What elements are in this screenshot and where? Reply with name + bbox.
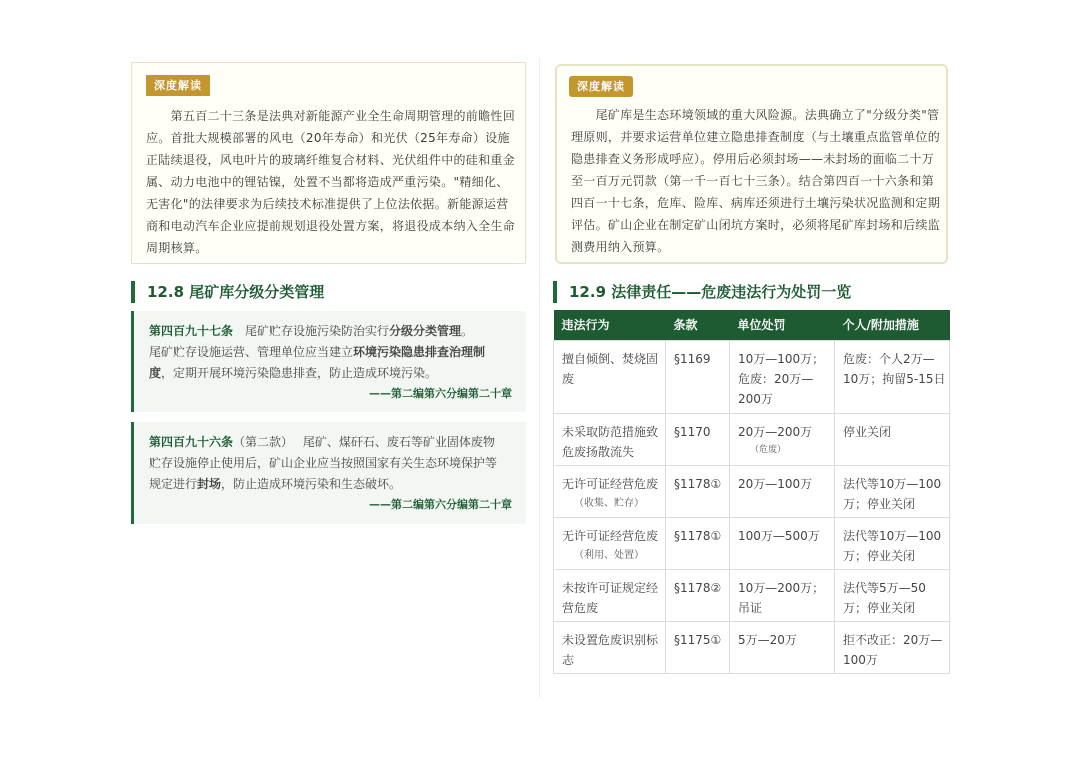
- note-line: 商和电动汽车企业应提前规划退役处置方案，将退役成本纳入全生命: [146, 219, 516, 233]
- clause-line: 贮存设施停止使用后，矿山企业应当按照国家有关生态环境保护等: [149, 456, 498, 470]
- cell-text: 危废：个人2万—: [843, 351, 935, 366]
- column-header: 个人/附加措施: [835, 310, 950, 340]
- cell-text: 20万—200万: [738, 424, 813, 439]
- cell-text: 200万: [738, 391, 773, 406]
- note-line: 第五百二十三条是法典对新能源产业全生命周期管理的前瞻性回: [146, 109, 516, 123]
- cell-text: 10万—100万；: [738, 351, 825, 366]
- deep-analysis-tag: 深度解读: [569, 76, 633, 97]
- person-penalty-cell: [835, 465, 950, 517]
- table-row: [554, 413, 950, 465]
- cell-text: 危废：20万—: [738, 371, 814, 386]
- cell-text: 擅自倾倒、焚烧固: [562, 351, 659, 366]
- section-title-12-8: 12.8 尾矿库分级分类管理: [131, 281, 324, 303]
- cell-text: 100万: [843, 652, 878, 667]
- clause-text: 尾矿、煤矸石、废石等矿业固体废物: [287, 435, 495, 449]
- note-line: 属、动力电池中的锂钴镍，处置不当都将造成严重污染。"精细化、: [146, 175, 509, 189]
- clause-source: ——第二编第六分编第二十章: [369, 387, 512, 400]
- clause-line: [149, 432, 514, 453]
- clause-article: 第四百九十六条: [149, 435, 234, 449]
- person-penalty-cell: [835, 413, 950, 465]
- cell-text: 无许可证经营危废: [562, 476, 659, 491]
- clause-emphasis: 环境污染隐患排查治理制: [353, 345, 486, 359]
- cell-text: 拒不改正：20万—: [843, 632, 943, 647]
- cell-text: 无许可证经营危废: [562, 528, 659, 543]
- clause-line: [149, 321, 514, 342]
- table-header-row: [554, 310, 950, 340]
- clause-emphasis: 度: [149, 366, 162, 380]
- cell-text: 10万；拘留5-15日: [843, 371, 946, 386]
- cell-text: 未采取防范措施致: [562, 424, 659, 439]
- left-deep-analysis-box: [131, 62, 526, 264]
- unit-penalty-cell: [730, 465, 835, 517]
- cell-text: 10万—200万；: [738, 580, 825, 595]
- clause-text: 。: [461, 324, 474, 338]
- clause-cell: §1175①: [666, 621, 730, 673]
- cell-text: 法代等5万—50: [843, 580, 926, 595]
- cell-text: 万；停业关闭: [843, 548, 916, 563]
- clause-cell: §1178②: [666, 569, 730, 621]
- table-row: [554, 569, 950, 621]
- clause-line: [149, 342, 514, 363]
- cell-subtext: （危废）: [750, 444, 787, 455]
- note-line: 四百一十七条，危库、险库、病库还须进行土壤污染状况监测和定期: [571, 196, 941, 210]
- right-deep-analysis-box: [555, 64, 948, 264]
- note-line: 测费用纳入预算。: [571, 240, 670, 254]
- cell-text: 志: [562, 652, 575, 667]
- table-row: [554, 465, 950, 517]
- cell-text: 万；停业关闭: [843, 600, 916, 615]
- cell-text: 停业关闭: [843, 424, 892, 439]
- clause-cell: §1178①: [666, 517, 730, 569]
- penalty-table: [553, 310, 950, 674]
- clause-497: [131, 311, 526, 412]
- deep-analysis-tag: 深度解读: [146, 75, 210, 96]
- clause-emphasis: 分级分类管理: [389, 324, 462, 338]
- cell-text: 未按许可证规定经: [562, 580, 659, 595]
- cell-text: 法代等10万—100: [843, 528, 942, 543]
- note-line: 周期核算。: [146, 241, 208, 255]
- note-line: 理原则，并要求运营单位建立隐患排查制度（与土壤重点监管单位的: [571, 130, 941, 144]
- act-cell: [554, 465, 666, 517]
- person-penalty-cell: [835, 621, 950, 673]
- person-penalty-cell: [835, 569, 950, 621]
- cell-text: 吊证: [738, 600, 763, 615]
- person-penalty-cell: [835, 517, 950, 569]
- cell-text: 营危废: [562, 600, 599, 615]
- act-cell: [554, 621, 666, 673]
- note-line: 应。首批大规模部署的风电（20年寿命）和光伏（25年寿命）设施: [146, 131, 510, 145]
- note-line: 正陆续退役，风电叶片的玻璃纤维复合材料、光伏组件中的硅和重金: [146, 153, 516, 167]
- cell-text: 废: [562, 371, 575, 386]
- clause-cell: §1169: [666, 340, 730, 413]
- cell-text: 万；停业关闭: [843, 496, 916, 511]
- clause-text: ，定期开展环境污染隐患排查，防止造成环境污染。: [161, 366, 438, 380]
- cell-text: 5万—20万: [738, 632, 797, 647]
- cell-text: 100万—500万: [738, 528, 820, 543]
- cell-text: 未设置危废识别标: [562, 632, 659, 647]
- clause-text: 规定进行: [149, 477, 198, 491]
- person-penalty-cell: [835, 340, 950, 413]
- act-cell: [554, 569, 666, 621]
- clause-paren: （第二款）: [233, 435, 288, 449]
- left-note-text: [146, 105, 515, 259]
- column-header: 单位处罚: [730, 310, 835, 340]
- unit-penalty-cell: [730, 569, 835, 621]
- section-title-12-9: 12.9 法律责任——危废违法行为处罚一览: [553, 281, 851, 303]
- unit-penalty-cell: [730, 621, 835, 673]
- clause-line: [149, 474, 514, 495]
- note-line: 评估。矿山企业在制定矿山闭坑方案时，必须将尾矿库封场和后续监: [571, 218, 941, 232]
- unit-penalty-cell: [730, 413, 835, 465]
- act-cell: [554, 517, 666, 569]
- clause-line: [149, 363, 514, 384]
- column-divider: [539, 58, 540, 698]
- clause-cell: §1178①: [666, 465, 730, 517]
- cell-text: 20万—100万: [738, 476, 813, 491]
- note-line: 隐患排查义务形成呼应）。停用后必须封场——未封场的面临二十万: [571, 152, 935, 166]
- note-line: 尾矿库是生态环境领域的重大风险源。法典确立了"分级分类"管: [571, 108, 940, 122]
- clause-article: 第四百九十七条: [149, 324, 234, 338]
- act-cell: [554, 413, 666, 465]
- clause-text: 尾矿贮存设施污染防治实行: [233, 324, 390, 338]
- clause-text: 尾矿贮存设施运营、管理单位应当建立: [149, 345, 354, 359]
- clause-496: [131, 422, 526, 524]
- table-row: [554, 621, 950, 673]
- unit-penalty-cell: [730, 340, 835, 413]
- cell-text: 危废扬散流失: [562, 444, 635, 459]
- act-cell: [554, 340, 666, 413]
- cell-subtext: （利用、处置）: [574, 549, 644, 561]
- clause-text: ，防止造成环境污染和生态破坏。: [221, 477, 402, 491]
- clause-emphasis: 封场: [197, 477, 222, 491]
- column-header: 条款: [666, 310, 730, 340]
- unit-penalty-cell: [730, 517, 835, 569]
- clause-cell: §1170: [666, 413, 730, 465]
- cell-text: 法代等10万—100: [843, 476, 942, 491]
- note-line: 无害化"的法律要求为后续技术标准提供了上位法依据。新能源运营: [146, 197, 509, 211]
- note-line: 至一百万元罚款（第一千一百七十三条）。结合第四百一十六条和第: [571, 174, 935, 188]
- column-header: 违法行为: [554, 310, 666, 340]
- table-row: [554, 340, 950, 413]
- cell-subtext: （收集、贮存）: [574, 497, 644, 509]
- clause-source: ——第二编第六分编第二十章: [369, 498, 512, 511]
- table-row: [554, 517, 950, 569]
- right-note-text: [571, 104, 940, 258]
